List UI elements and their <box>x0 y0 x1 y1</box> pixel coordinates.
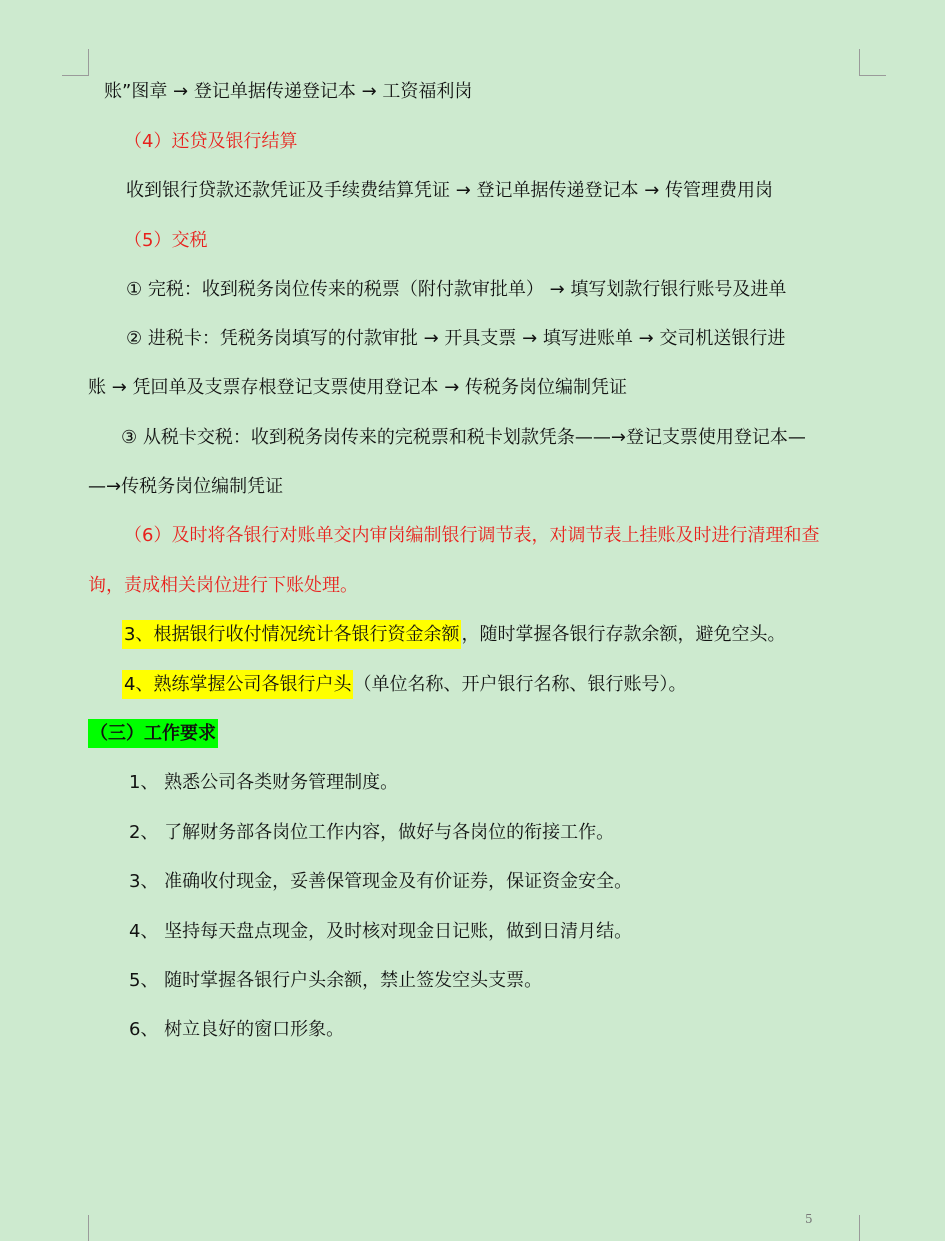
margin-corner-top-left <box>62 49 89 76</box>
heading-loan-settlement: （4）还贷及银行结算 <box>124 131 298 152</box>
heading-tax: （5）交税 <box>124 230 208 251</box>
text-line-tax-2a: ② 进税卡：凭税务岗填写的付款审批 → 开具支票 → 填写进账单 → 交司机送银行进 <box>126 328 786 349</box>
margin-corner-bottom-left <box>62 1215 89 1241</box>
margin-corner-bottom-right <box>859 1215 886 1241</box>
text-line-tax-3b: —→传税务岗位编制凭证 <box>88 476 284 497</box>
text-line-stamp: 账”图章 → 登记单据传递登记本 → 工资福利岗 <box>104 81 473 102</box>
section-heading-work-requirements <box>88 721 218 747</box>
text-line-item6b: 询，责成相关岗位进行下账处理。 <box>88 575 358 596</box>
text-line-tax-3a: ③ 从税卡交税：收到税务岗传来的完税票和税卡划款凭条——→登记支票使用登记本— <box>121 427 806 448</box>
margin-corner-top-right <box>859 49 886 76</box>
text-line-tax-1: ① 完税：收到税务岗位传来的税票（附付款审批单） → 填写划款行银行账号及进单 <box>126 279 787 300</box>
text-line-tax-2b: 账 → 凭回单及支票存根登记支票使用登记本 → 传税务岗位编制凭证 <box>88 377 628 398</box>
highlight-section3: （三）工作要求 <box>88 719 218 748</box>
text-line-loan: 收到银行贷款还款凭证及手续费结算凭证 → 登记单据传递登记本 → 传管理费用岗 <box>126 180 774 201</box>
highlight-item4: 4、熟练掌握公司各银行户头 <box>122 670 353 699</box>
text-line-item4 <box>122 672 686 698</box>
text-item3-rest: ，随时掌握各银行存款余额，避免空头。 <box>461 624 786 645</box>
list-item: 6、 树立良好的窗口形象。 <box>129 1019 345 1040</box>
highlight-item3: 3、根据银行收付情况统计各银行资金余额 <box>122 620 461 649</box>
page-number: 5 <box>805 1212 813 1226</box>
text-item4-rest: （单位名称、开户银行名称、银行账号）。 <box>353 674 687 695</box>
text-line-item3 <box>122 622 785 648</box>
text-line-item6a: （6）及时将各银行对账单交内审岗编制银行调节表，对调节表上挂账及时进行清理和查 <box>124 525 820 546</box>
list-item: 2、 了解财务部各岗位工作内容，做好与各岗位的衔接工作。 <box>129 822 615 843</box>
list-item: 4、 坚持每天盘点现金，及时核对现金日记账，做到日清月结。 <box>129 921 633 942</box>
list-item: 1、 熟悉公司各类财务管理制度。 <box>129 772 399 793</box>
list-item: 3、 准确收付现金，妥善保管现金及有价证券，保证资金安全。 <box>129 871 633 892</box>
list-item: 5、 随时掌握各银行户头余额，禁止签发空头支票。 <box>129 970 543 991</box>
